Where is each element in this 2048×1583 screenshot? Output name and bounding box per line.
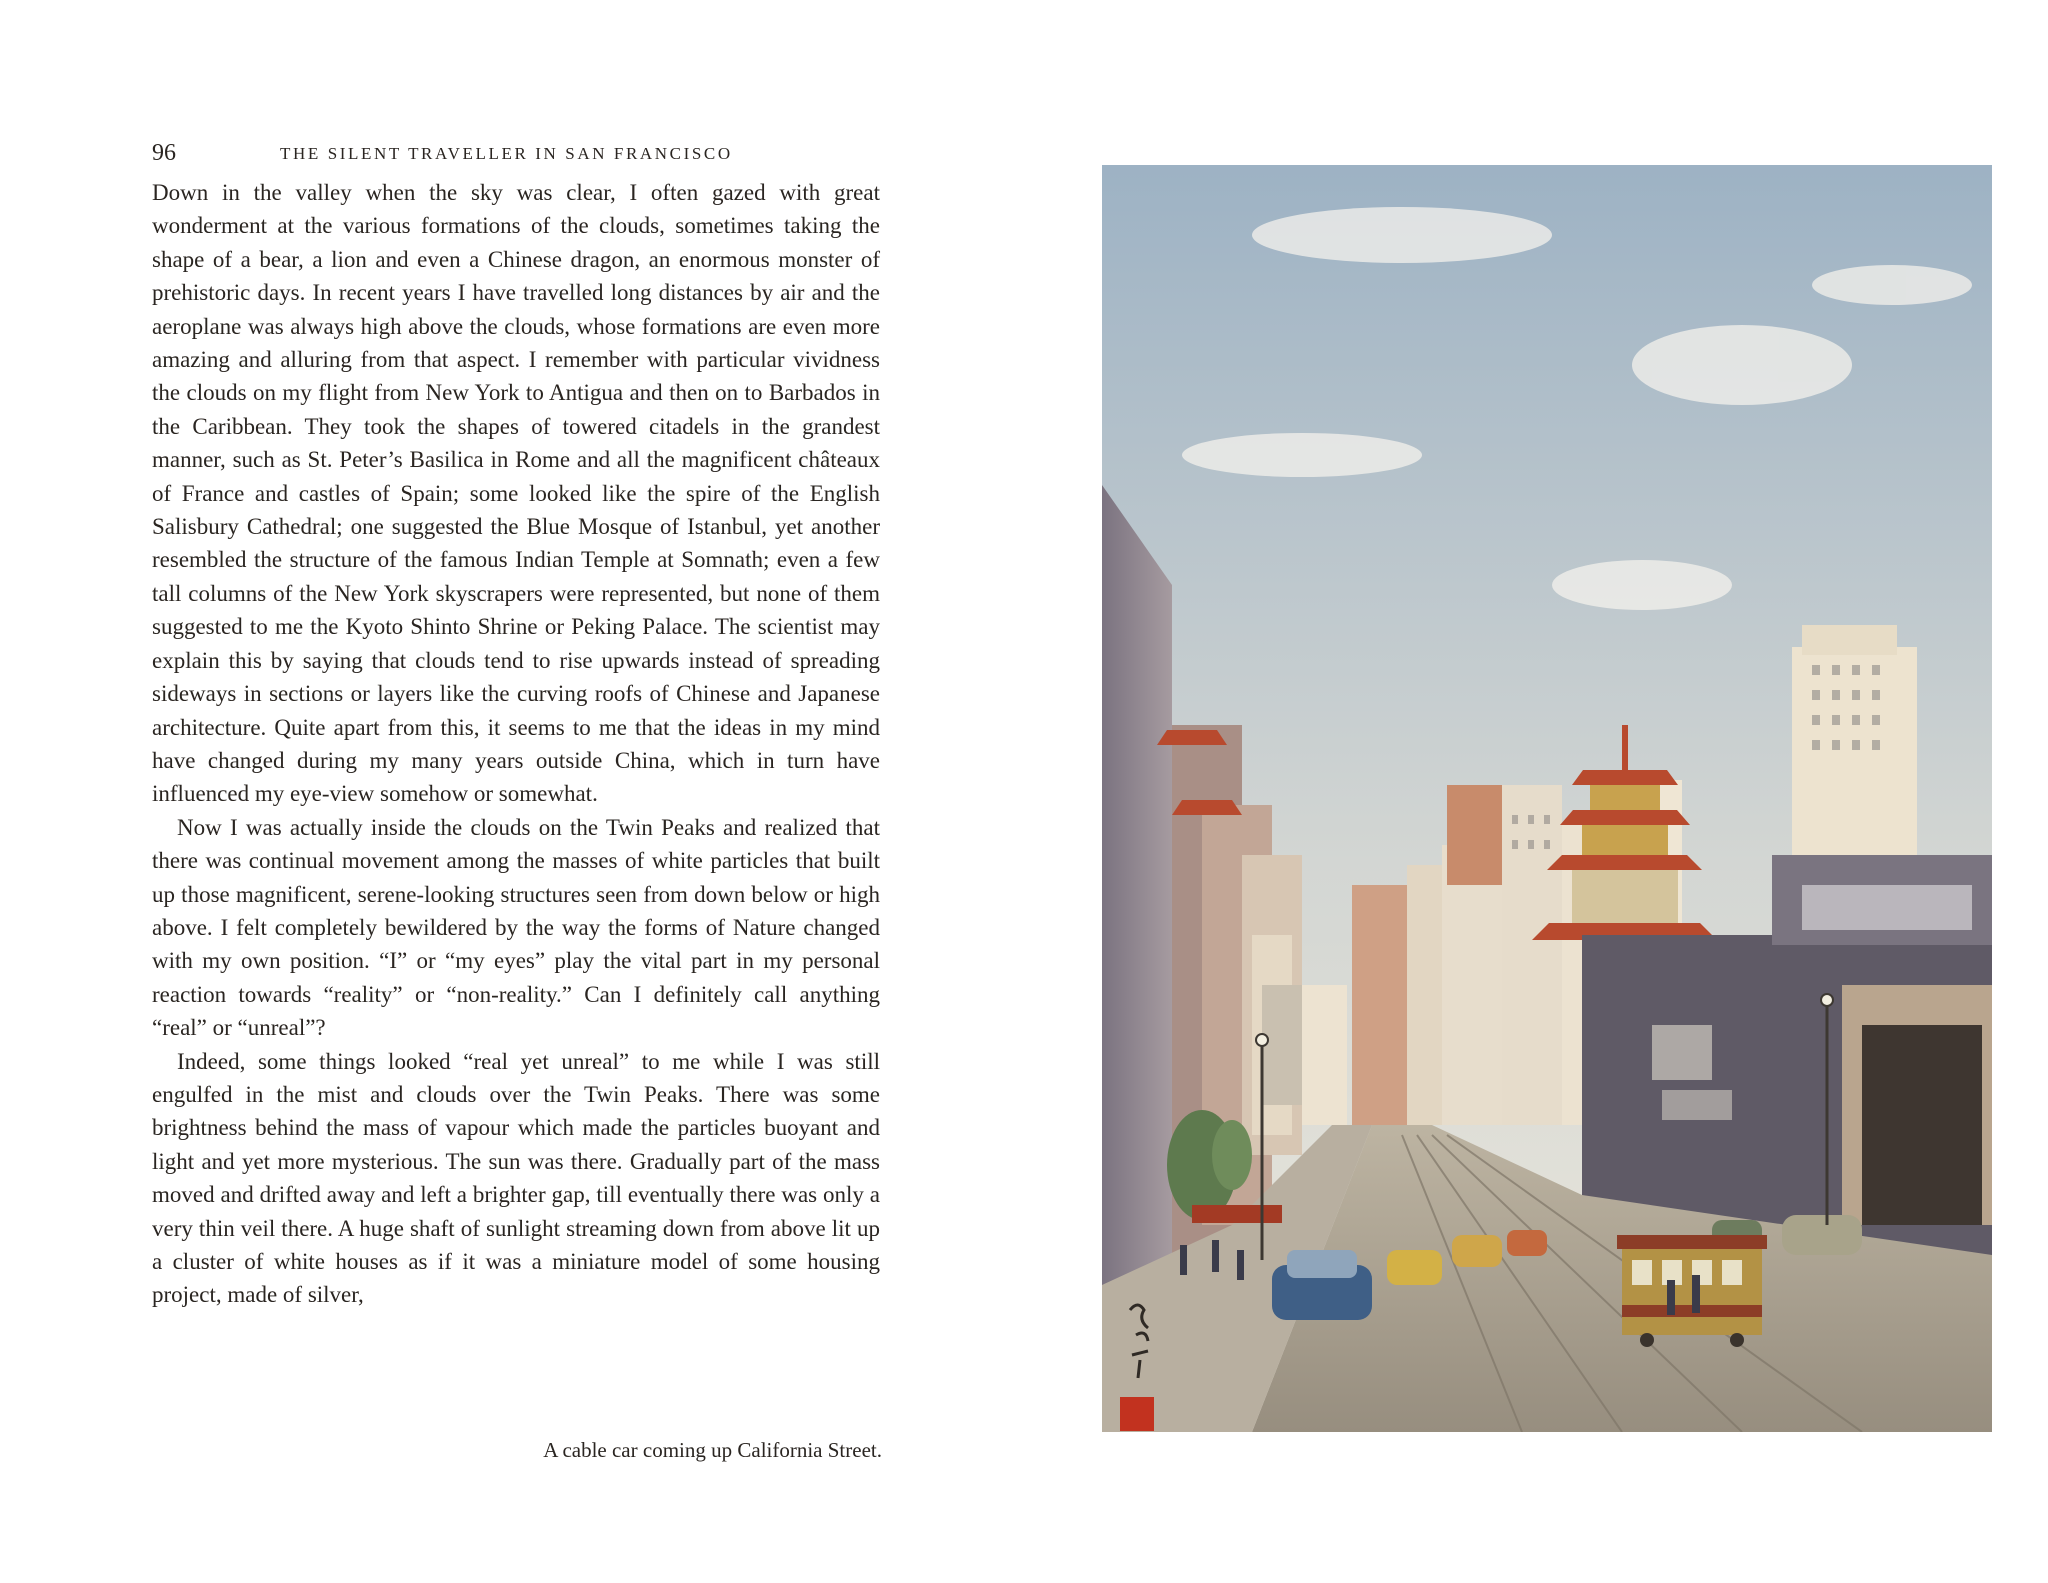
page-number: 96	[152, 140, 176, 166]
illustration-svg	[1102, 165, 1992, 1432]
running-head	[152, 138, 882, 168]
paragraph: Down in the valley when the sky was clear, I often gazed with great wonderment at the various formations of the clouds, sometimes taking the shape of a bear, a lion and even a Chinese dragon, an enormous monster of prehistoric days. In recent years I have travelled long distances by air and the aeroplane was always high above the clouds, whose formations are even more amazing and alluring from that aspect. I remember with particular vividness the clouds on my flight from New York to Antigua and then on to Barbados in the Caribbean. They took the shapes of towered citadels in the grandest manner, such as St. Peter’s Basilica in Rome and all the magnificent châteaux of France and castles of Spain; some looked like the spire of the English Salisbury Cathedral; one suggested the Blue Mosque of Istanbul, yet another resembled the structure of the famous Indian Temple at Somnath; even a few tall columns of the New York skyscrapers were represented, but none of them suggested to me the Kyoto Shinto Shrine or Peking Palace. The scientist may explain this by saying that clouds tend to rise upwards instead of spreading sideways in sections or layers like the curving roofs of Chinese and Japanese architecture. Quite apart from this, it seems to me that the ideas in my mind have changed during my many years outside China, which in turn have influenced my eye-view somehow or somewhat.	[152, 180, 880, 807]
book-title: THE SILENT TRAVELLER IN SAN FRANCISCO	[280, 144, 733, 163]
artist-seal	[1120, 1397, 1154, 1431]
awning	[1192, 1205, 1282, 1223]
body-text	[152, 176, 880, 1312]
paragraph: Indeed, some things looked “real yet unreal” to me while I was still engulfed in the mist and clouds over the Twin Peaks. There was some brightness behind the mass of vapour which made the particles buoyant and light and yet more mysterious. The sun was there. Gradually part of the mass moved and drifted away and left a brighter gap, till eventually there was only a very thin veil there. A huge shaft of sunlight streaming down from above lit up a cluster of white houses as if it was a miniature model of some housing project, made of silver,	[152, 1048, 880, 1308]
street-illustration	[1102, 165, 1992, 1432]
paragraph: Now I was actually inside the clouds on the Twin Peaks and realized that there was continual movement among the masses of white particles that built up those magnificent, serene-looking structures seen from down below or high above. I felt completely bewildered by the way the forms of Nature changed with my own position. “I” or “my eyes” play the vital part in my personal reaction towards “reality” or “non-reality.” Can I definitely call anything “real” or “unreal”?	[152, 814, 880, 1041]
illustration-caption: A cable car coming up California Street.	[543, 1438, 882, 1462]
left-page	[0, 0, 1000, 1583]
